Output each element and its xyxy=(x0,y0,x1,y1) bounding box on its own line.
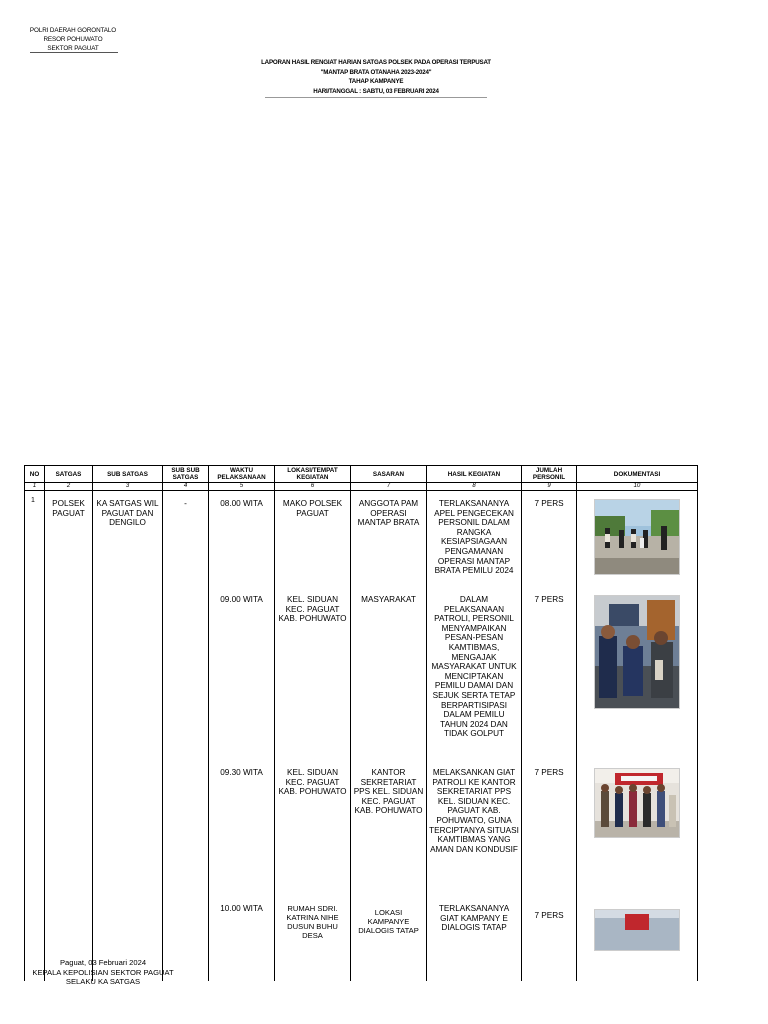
header-row xyxy=(25,466,698,483)
sasaran-cell: LOKASI KAMPANYE DIALOGIS TATAP xyxy=(351,901,427,981)
index-cell: 7 xyxy=(351,483,427,491)
lokasi-cell: KEL. SIDUAN KEC. PAGUAT KAB. POHUWATO xyxy=(275,765,351,901)
dokumentasi-cell xyxy=(577,901,698,981)
index-row xyxy=(25,483,698,491)
personil-cell: 7 PERS xyxy=(522,901,577,981)
col-sub-sub-satgas: SUB SUB SATGAS xyxy=(163,466,209,483)
hasil-cell: MELAKSANKAN GIAT PATROLI KE KANTOR SEKRETARIAT PPS KEL. SIDUAN KEC. PAGUAT KAB. POHUWATO, GUNA TERCIPTANYA SITUASI KAMTIBMAS YANG AMAN DAN KONDUSIF xyxy=(427,765,522,901)
title-line-1: LAPORAN HASIL RENGIAT HARIAN SATGAS POLSEK PADA OPERASI TERPUSAT xyxy=(261,59,491,66)
index-cell: 2 xyxy=(45,483,93,491)
documentation-photo-3 xyxy=(594,768,680,838)
sub-satgas-cell: KA SATGAS WIL PAGUAT DAN DENGILO xyxy=(93,496,163,981)
org-line-3: SEKTOR PAGUAT xyxy=(47,45,99,52)
index-cell: 1 xyxy=(25,483,45,491)
signature-office: KEPALA KEPOLISIAN SEKTOR PAGUAT xyxy=(32,967,174,977)
index-cell: 4 xyxy=(163,483,209,491)
sasaran-cell: ANGGOTA PAM OPERASI MANTAP BRATA xyxy=(351,496,427,592)
title-line-3: TAHAP KAMPANYE xyxy=(348,78,404,85)
index-cell: 9 xyxy=(522,483,577,491)
personil-cell: 7 PERS xyxy=(522,496,577,592)
org-underline xyxy=(30,52,118,53)
org-line-2: RESOR POHUWATO xyxy=(43,36,103,43)
waktu-cell: 09.30 WITA xyxy=(209,765,275,901)
dokumentasi-cell xyxy=(577,765,698,901)
lokasi-cell: RUMAH SDRI. KATRINA NIHE DUSUN BUHU DESA xyxy=(275,901,351,981)
hasil-cell: TERLAKSANANYA GIAT KAMPANY E DIALOGIS TATAP xyxy=(427,901,522,981)
title-line-4: HARI/TANGGAL : SABTU, 03 FEBRUARI 2024 xyxy=(313,87,439,95)
index-cell: 3 xyxy=(93,483,163,491)
row-number: 1 xyxy=(25,496,45,981)
col-sasaran: SASARAN xyxy=(351,466,427,483)
documentation-photo-1 xyxy=(594,499,680,575)
org-header xyxy=(28,26,118,53)
col-hasil: HASIL KEGIATAN xyxy=(427,466,522,483)
index-cell: 6 xyxy=(275,483,351,491)
dokumentasi-cell xyxy=(577,496,698,592)
sasaran-cell: KANTOR SEKRETARIAT PPS KEL. SIDUAN KEC. PAGUAT KAB. POHUWATO xyxy=(351,765,427,901)
col-dokumentasi: DOKUMENTASI xyxy=(577,466,698,483)
index-cell: 10 xyxy=(577,483,698,491)
index-cell: 8 xyxy=(427,483,522,491)
hasil-cell: TERLAKSANANYA APEL PENGECEKAN PERSONIL DALAM RANGKA KESIAPSIAGAAN PENGAMANAN OPERASI MANTAP BRATA PEMILU 2024 xyxy=(427,496,522,592)
org-line-1: POLRI DAERAH GORONTALO xyxy=(29,27,117,34)
table-row xyxy=(25,496,698,592)
signature-block xyxy=(28,958,178,987)
signature-role: SELAKU KA SATGAS xyxy=(65,977,141,986)
col-no: NO xyxy=(25,466,45,483)
waktu-cell: 09.00 WITA xyxy=(209,592,275,765)
report-table xyxy=(24,465,698,981)
col-sub-satgas: SUB SATGAS xyxy=(93,466,163,483)
sasaran-cell: MASYARAKAT xyxy=(351,592,427,765)
hasil-cell: DALAM PELAKSANAAN PATROLI, PERSONIL MENYAMPAIKAN PESAN-PESAN KAMTIBMAS, MENGAJAK MASYARAKAT UNTUK MENCIPTAKAN PEMILU DAMAI DAN SEJUK SERTA TETAP BERPARTISIPASI DALAM PEMILU TAHUN 2024 DAN TIDAK GOLPUT xyxy=(427,592,522,765)
title-underline xyxy=(265,97,487,98)
col-waktu: WAKTU PELAKSANAAN xyxy=(209,466,275,483)
col-lokasi: LOKASI/TEMPAT KEGIATAN xyxy=(275,466,351,483)
index-cell: 5 xyxy=(209,483,275,491)
sub-sub-satgas-cell: - xyxy=(163,496,209,981)
report-table-container xyxy=(24,465,697,940)
col-personil: JUMLAH PERSONIL xyxy=(522,466,577,483)
title-line-2: "MANTAP BRATA OTANAHA 2023-2024" xyxy=(320,68,432,76)
report-title xyxy=(256,58,496,98)
documentation-photo-4 xyxy=(594,909,680,951)
col-satgas: SATGAS xyxy=(45,466,93,483)
waktu-cell: 10.00 WITA xyxy=(209,901,275,981)
dokumentasi-cell xyxy=(577,592,698,765)
signature-date: Paguat, 03 Februari 2024 xyxy=(59,958,147,967)
satgas-cell: POLSEK PAGUAT xyxy=(45,496,93,981)
documentation-photo-2 xyxy=(594,595,680,709)
lokasi-cell: MAKO POLSEK PAGUAT xyxy=(275,496,351,592)
personil-cell: 7 PERS xyxy=(522,765,577,901)
lokasi-cell: KEL. SIDUAN KEC. PAGUAT KAB. POHUWATO xyxy=(275,592,351,765)
waktu-cell: 08.00 WITA xyxy=(209,496,275,592)
personil-cell: 7 PERS xyxy=(522,592,577,765)
